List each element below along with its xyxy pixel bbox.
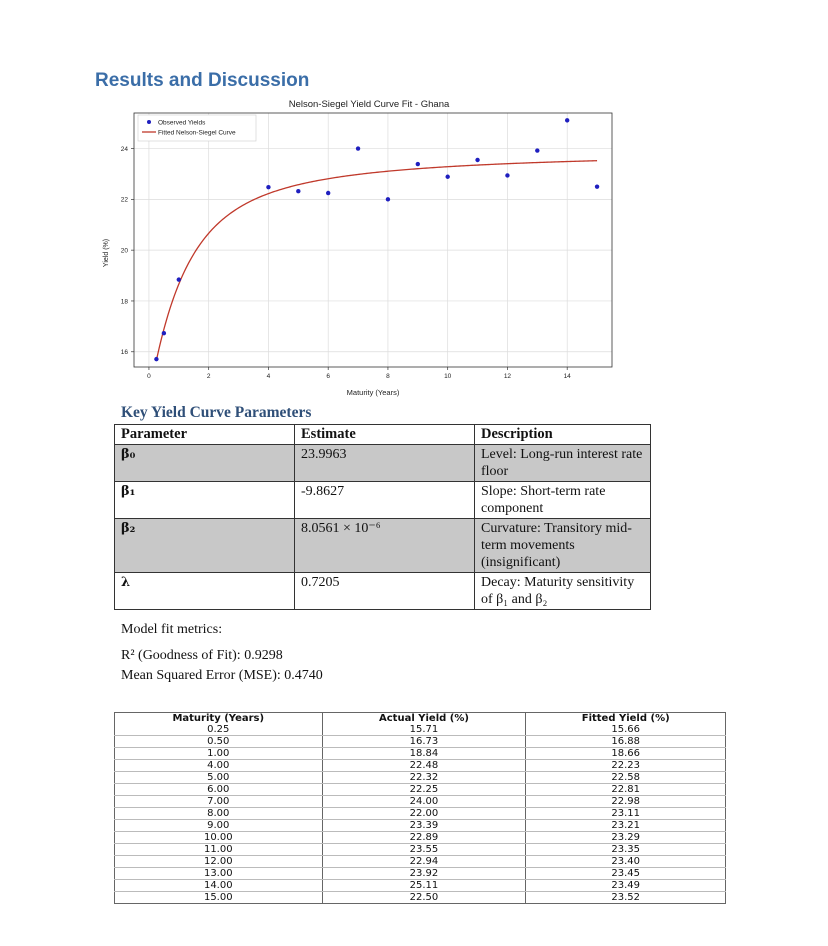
x-tick-label: 0 [147, 373, 151, 380]
legend-observed-label: Observed Yields [158, 119, 206, 127]
fitted-yield-cell: 22.23 [526, 760, 726, 772]
actual-yield-cell: 16.73 [322, 736, 526, 748]
legend-fitted-label: Fitted Nelson-Siegel Curve [158, 129, 236, 137]
actual-yield-cell: 22.00 [322, 808, 526, 820]
fitted-yield-cell: 23.21 [526, 820, 726, 832]
mse-metric: Mean Squared Error (MSE): 0.4740 [121, 668, 323, 683]
actual-yield-cell: 22.48 [322, 760, 526, 772]
fitted-yield-cell: 23.52 [526, 892, 726, 904]
metrics-heading: Model fit metrics: [121, 622, 223, 637]
maturity-cell: 8.00 [115, 808, 323, 820]
observed-point [505, 173, 509, 177]
table-row [115, 844, 726, 856]
y-axis-label: Yield (%) [103, 238, 110, 268]
maturity-cell: 11.00 [115, 844, 323, 856]
y-tick-label: 20 [120, 247, 128, 255]
table-row [115, 736, 726, 748]
x-tick-label: 12 [503, 373, 512, 380]
maturity-cell: 15.00 [115, 892, 323, 904]
x-tick-label: 2 [206, 373, 211, 380]
parameter-symbol: β₂ [115, 519, 295, 573]
parameter-row-beta1 [115, 482, 651, 519]
maturity-cell: 4.00 [115, 760, 323, 772]
fitted-yield-cell: 23.11 [526, 808, 726, 820]
fitted-yield-cell: 22.98 [526, 796, 726, 808]
observed-point [535, 148, 539, 152]
maturity-cell: 0.25 [115, 724, 323, 736]
chart-title: Nelson-Siegel Yield Curve Fit - Ghana [288, 99, 450, 110]
observed-point [266, 185, 270, 189]
observed-point [595, 184, 599, 188]
table-row [115, 880, 726, 892]
section-heading: Results and Discussion [95, 70, 310, 91]
header-parameter: Parameter [115, 425, 295, 445]
parameter-symbol: λ [115, 573, 295, 610]
r-squared-metric: R² (Goodness of Fit): 0.9298 [121, 648, 283, 663]
parameter-estimate: 23.9963 [295, 445, 475, 482]
observed-point [416, 162, 420, 166]
parameter-description: Slope: Short-term rate component [475, 482, 651, 519]
yield-comparison-table [114, 712, 726, 904]
actual-yield-cell: 23.92 [322, 868, 526, 880]
observed-point [296, 189, 300, 193]
parameter-symbol: β₀ [115, 445, 295, 482]
actual-yield-cell: 22.25 [322, 784, 526, 796]
legend-observed-marker [147, 120, 151, 124]
maturity-cell: 14.00 [115, 880, 323, 892]
observed-point [475, 158, 479, 162]
maturity-cell: 0.50 [115, 736, 323, 748]
plot-frame [134, 113, 612, 367]
table-row [115, 748, 726, 760]
fitted-yield-cell: 23.40 [526, 856, 726, 868]
maturity-cell: 13.00 [115, 868, 323, 880]
y-tick-label: 22 [120, 196, 128, 204]
fitted-yield-cell: 22.81 [526, 784, 726, 796]
x-tick-label: 6 [326, 373, 330, 380]
actual-yield-cell: 18.84 [322, 748, 526, 760]
parameter-row-lambda [115, 573, 651, 610]
parameter-description: Curvature: Transitory mid-term movements (insignificant) [475, 519, 651, 573]
parameter-estimate: -9.8627 [295, 482, 475, 519]
observed-point [162, 331, 166, 335]
fitted-yield-cell: 23.45 [526, 868, 726, 880]
x-tick-label: 8 [386, 373, 390, 380]
x-axis-label: Maturity (Years) [346, 388, 400, 397]
parameters-header-row [115, 425, 651, 445]
parameter-description: Level: Long-run interest rate floor [475, 445, 651, 482]
maturity-cell: 5.00 [115, 772, 323, 784]
parameter-description: Decay: Maturity sensitivity of β₁ and β₂ [475, 573, 651, 610]
parameters-title: Key Yield Curve Parameters [121, 404, 312, 421]
header-estimate: Estimate [295, 425, 475, 445]
parameter-estimate: 8.0561 × 10⁻⁶ [295, 519, 475, 573]
fitted-yield-cell: 23.35 [526, 844, 726, 856]
observed-point [565, 118, 569, 122]
yield-curve-chart [96, 94, 626, 404]
table-row [115, 868, 726, 880]
y-tick-label: 18 [120, 298, 128, 306]
table-row [115, 772, 726, 784]
chart-legend [138, 115, 256, 141]
parameter-estimate: 0.7205 [295, 573, 475, 610]
model-fit-metrics [121, 620, 323, 686]
fitted-yield-cell: 23.49 [526, 880, 726, 892]
table-row [115, 820, 726, 832]
parameter-row-beta0 [115, 445, 651, 482]
fitted-yield-cell: 22.58 [526, 772, 726, 784]
actual-yield-cell: 24.00 [322, 796, 526, 808]
actual-yield-cell: 23.55 [322, 844, 526, 856]
actual-yield-cell: 25.11 [322, 880, 526, 892]
observed-points [154, 118, 599, 361]
parameters-table [114, 424, 651, 610]
fitted-yield-cell: 16.88 [526, 736, 726, 748]
actual-yield-cell: 15.71 [322, 724, 526, 736]
maturity-cell: 10.00 [115, 832, 323, 844]
y-tick-label: 16 [120, 349, 128, 357]
actual-yield-cell: 22.89 [322, 832, 526, 844]
table-row [115, 784, 726, 796]
x-tick-label: 10 [444, 373, 452, 380]
fitted-yield-cell: 23.29 [526, 832, 726, 844]
table-row [115, 808, 726, 820]
table-row [115, 892, 726, 904]
parameter-row-beta2 [115, 519, 651, 573]
header-description: Description [475, 425, 651, 445]
y-tick-label: 24 [120, 145, 128, 153]
maturity-cell: 1.00 [115, 748, 323, 760]
observed-point [154, 357, 158, 361]
actual-yield-cell: 22.32 [322, 772, 526, 784]
header-fitted-yield: Fitted Yield (%) [526, 713, 726, 725]
maturity-cell: 7.00 [115, 796, 323, 808]
x-tick-label: 14 [563, 373, 571, 380]
observed-point [356, 146, 360, 150]
actual-yield-cell: 22.50 [322, 892, 526, 904]
observed-point [445, 175, 449, 179]
observed-point [177, 277, 181, 281]
fitted-curve-line [156, 161, 597, 361]
header-actual-yield: Actual Yield (%) [322, 713, 526, 725]
chart-grid [134, 113, 612, 367]
header-maturity: Maturity (Years) [115, 713, 323, 725]
table-row [115, 856, 726, 868]
x-tick-label: 4 [266, 373, 271, 380]
fitted-yield-cell: 18.66 [526, 748, 726, 760]
actual-yield-cell: 22.94 [322, 856, 526, 868]
actual-yield-cell: 23.39 [322, 820, 526, 832]
table-row [115, 724, 726, 736]
data-header-row [115, 713, 726, 725]
maturity-cell: 9.00 [115, 820, 323, 832]
parameter-symbol: β₁ [115, 482, 295, 519]
fitted-yield-cell: 15.66 [526, 724, 726, 736]
table-row [115, 760, 726, 772]
maturity-cell: 6.00 [115, 784, 323, 796]
maturity-cell: 12.00 [115, 856, 323, 868]
observed-point [386, 197, 390, 201]
table-row [115, 796, 726, 808]
observed-point [326, 191, 330, 195]
table-row [115, 832, 726, 844]
